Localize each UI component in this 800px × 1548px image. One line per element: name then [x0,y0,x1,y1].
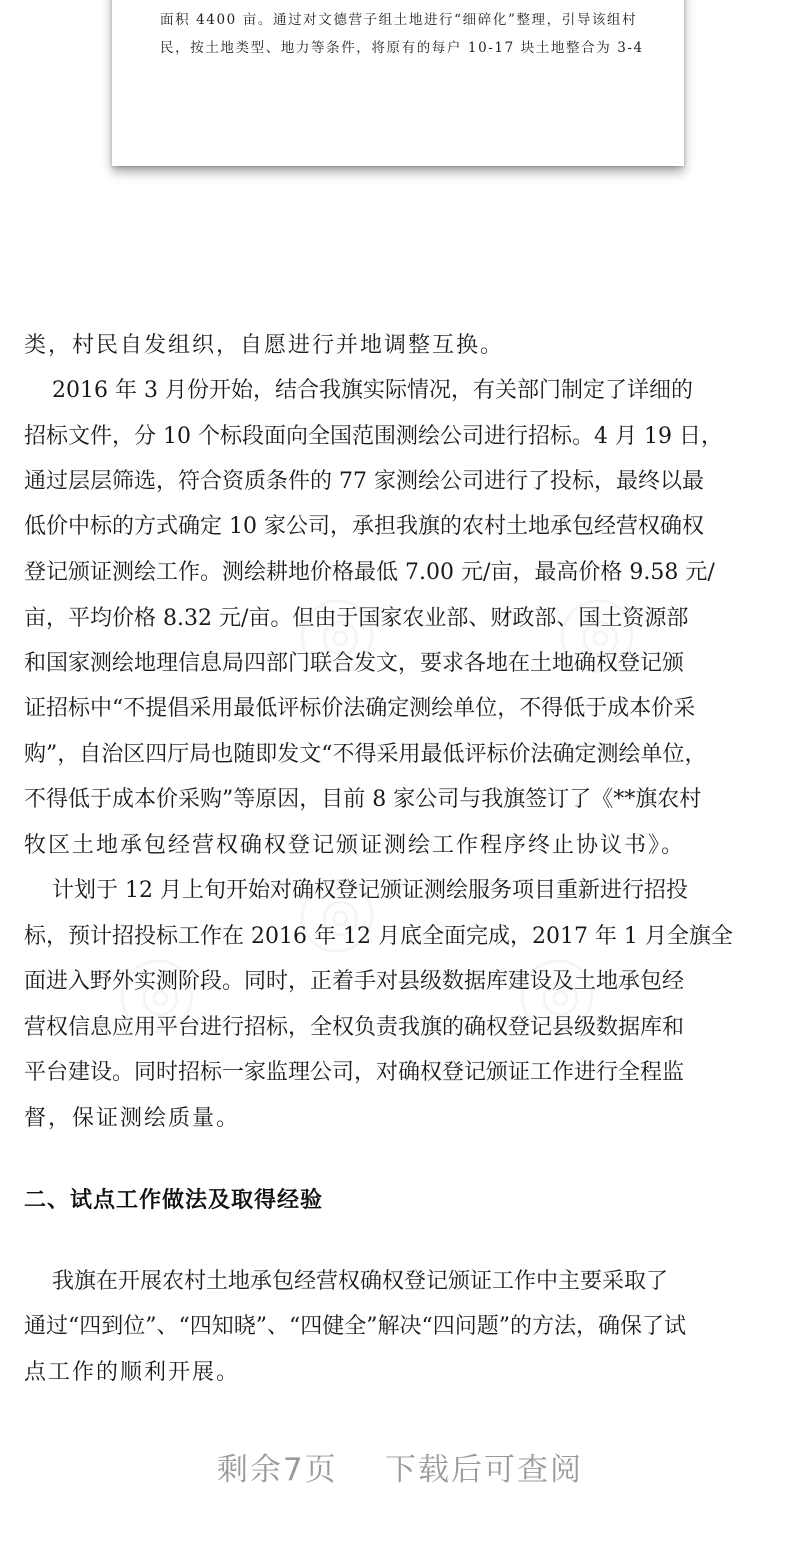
download-to-read-more-link[interactable]: 剩余7页 下载后可查阅 [216,1452,584,1488]
paragraph-line: 证招标中“不提倡采用最低评标价法确定测绘单位，不得低于成本价采 [24,696,696,721]
paragraph-line: 类，村民自发组织，自愿进行并地调整互换。 [24,333,505,358]
paragraph-line: 督，保证测绘质量。 [24,1106,241,1131]
card-text-line: 民，按土地类型、地力等条件，将原有的每户 10-17 块土地整合为 3-4 [160,40,644,56]
paragraph-line: 亩，平均价格 8.32 元/亩。但由于国家农业部、财政部、国土资源部 [24,606,689,631]
paragraph-line: 平台建设。同时招标一家监理公司，对确权登记颁证工作进行全程监 [24,1060,685,1085]
paragraph-line: 面进入野外实测阶段。同时，正着手对县级数据库建设及土地承包经 [24,969,685,994]
paragraph-line: 低价中标的方式确定 10 家公司，承担我旗的农村土地承包经营权确权 [24,514,704,539]
paragraph-line: 我旗在开展农村土地承包经营权确权登记颁证工作中主要采取了 [24,1269,668,1294]
paragraph-line: 营权信息应用平台进行招标，全权负责我旗的确权登记县级数据库和 [24,1015,685,1040]
paragraph-line: 牧区土地承包经营权确权登记颁证测绘工作程序终止协议书》。 [24,833,686,858]
paragraph-line: 标，预计招投标工作在 2016 年 12 月底全面完成，2017 年 1 月全旗全 [24,924,733,949]
section-heading: 二、试点工作做法及取得经验 [24,1188,324,1213]
card-text-line: 面积 4400 亩。通过对文德营子组土地进行“细碎化”整理，引导该组村 [160,12,638,28]
paragraph-line: 购”，自治区四厅局也随即发文“不得采用最低评标价法确定测绘单位， [24,742,707,767]
paragraph-line: 招标文件，分 10 个标段面向全国范围测绘公司进行招标。4 月 19 日， [24,424,723,449]
paragraph-line: 通过“四到位”、“四知晓”、“四健全”解决“四问题”的方法，确保了试 [24,1314,686,1339]
paragraph-line: 通过层层筛选，符合资质条件的 77 家测绘公司进行了投标，最终以最 [24,469,704,494]
previous-page-card [112,0,684,166]
paragraph-line: 2016 年 3 月份开始，结合我旗实际情况，有关部门制定了详细的 [24,378,693,403]
paragraph-line: 和国家测绘地理信息局四部门联合发文，要求各地在土地确权登记颁 [24,651,685,676]
paragraph-line: 计划于 12 月上旬开始对确权登记颁证测绘服务项目重新进行招投 [24,878,688,903]
paragraph-line: 不得低于成本价采购”等原因，目前 8 家公司与我旗签订了《**旗农村 [24,787,702,812]
paragraph-line: 登记颁证测绘工作。测绘耕地价格最低 7.00 元/亩，最高价格 9.58 元/ [24,560,715,585]
paragraph-line: 点工作的顺利开展。 [24,1360,241,1385]
